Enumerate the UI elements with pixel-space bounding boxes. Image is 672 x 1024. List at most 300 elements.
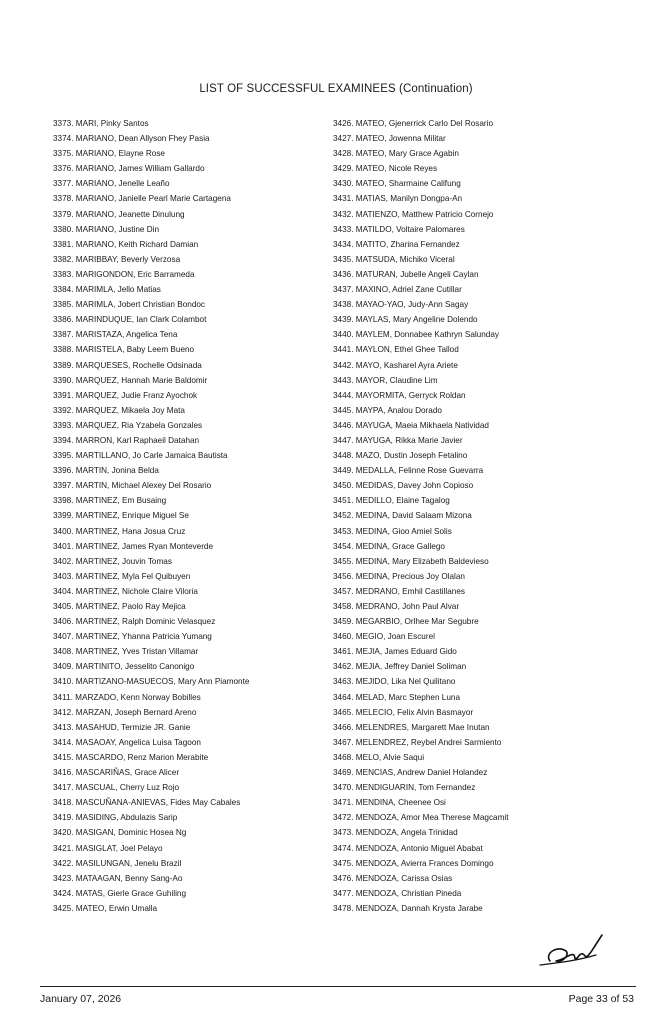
examinee-number: 3433. (333, 224, 354, 234)
examinee-number: 3400. (53, 526, 74, 536)
examinee-list-item (53, 599, 323, 614)
examinee-list-item (53, 176, 323, 191)
examinee-number: 3478. (333, 903, 354, 913)
examinee-list-item (53, 237, 323, 252)
examinee-number: 3432. (333, 209, 354, 219)
examinee-number: 3471. (333, 798, 354, 808)
examinee-name: MATIAS, Manilyn Dongpa-An (355, 194, 463, 204)
examinee-name: MARQUESES, Rochelle Odsinada (75, 360, 202, 370)
examinee-list-item (333, 327, 633, 342)
examinee-list-item (333, 780, 633, 795)
examinee-number: 3430. (333, 179, 354, 189)
examinee-list-item (333, 493, 633, 508)
examinee-list-item (333, 841, 633, 856)
examinee-list-item (333, 539, 633, 554)
footer-page-number: Page 33 of 53 (568, 993, 634, 1005)
examinee-name: MASIGLAT, Joel Pelayo (75, 843, 163, 853)
examinee-list-item (333, 161, 633, 176)
examinee-name: MARISTELA, Baby Leem Bueno (75, 345, 195, 355)
examinee-name: MARIANO, Keith Richard Damian (75, 239, 199, 249)
examinee-name: MENDOZA, Avierra Frances Domingo (355, 858, 494, 868)
examinee-list-left (53, 116, 323, 916)
examinee-list-item (333, 358, 633, 373)
examinee-number: 3375. (53, 149, 74, 159)
examinee-list-item (333, 569, 633, 584)
examinee-name: MARTINEZ, Enrique Miguel Se (75, 511, 189, 521)
examinee-list-item (53, 886, 323, 901)
examinee-number: 3474. (333, 843, 354, 853)
examinee-name: MARQUEZ, Judie Franz Ayochok (75, 390, 198, 400)
examinee-number: 3421. (53, 843, 74, 853)
examinee-name: MARTINEZ, Myla Fel Quibuyen (75, 571, 191, 581)
examinee-number: 3391. (53, 390, 74, 400)
examinee-list-item (333, 267, 633, 282)
examinee-number: 3468. (333, 752, 354, 762)
examinee-list-item (333, 584, 633, 599)
examinee-name: MATAAGAN, Benny Sang-Ao (75, 873, 183, 883)
examinee-number: 3445. (333, 405, 354, 415)
examinee-number: 3434. (333, 239, 354, 249)
examinee-list-item (53, 705, 323, 720)
examinee-list-item (53, 901, 323, 916)
examinee-number: 3393. (53, 420, 74, 430)
examinee-list-item (333, 191, 633, 206)
examinee-name: MARIMLA, Jello Matias (75, 285, 161, 295)
examinee-list-item (333, 524, 633, 539)
examinee-number: 3458. (333, 602, 354, 611)
examinee-number: 3417. (53, 783, 74, 793)
examinee-list-item (53, 403, 323, 418)
examinee-name: MEDILLO, Elaine Tagalog (355, 496, 450, 506)
examinee-name: MELAD, Marc Stephen Luna (355, 692, 460, 702)
examinee-name: MAYOR, Claudine Lim (355, 375, 438, 385)
examinee-name: MAZO, Dustin Joseph Fetalino (355, 451, 468, 461)
examinee-number: 3387. (53, 330, 74, 340)
examinee-list-item (53, 554, 323, 569)
examinee-list-item (333, 720, 633, 735)
examinee-number: 3395. (53, 451, 74, 461)
examinee-list-item (53, 690, 323, 705)
examinee-list-item (333, 222, 633, 237)
examinee-name: MENDOZA, Antonio Miguel Ababat (355, 843, 483, 853)
examinee-number: 3436. (333, 269, 354, 279)
examinee-list-item (333, 418, 633, 433)
examinee-number: 3447. (333, 435, 354, 445)
examinee-list-item (53, 252, 323, 267)
examinee-number: 3397. (53, 481, 74, 491)
examinee-list-item (333, 795, 633, 810)
examinee-list-item (53, 282, 323, 297)
examinee-name: MAYLEM, Donnabee Kathryn Salunday (355, 330, 499, 340)
examinee-number: 3470. (333, 783, 354, 793)
examinee-number: 3401. (53, 541, 74, 551)
examinee-list-item (53, 735, 323, 750)
examinee-name: MELENDREZ, Reybel Andrei Sarmiento (355, 737, 502, 747)
examinee-name: MARZAN, Joseph Bernard Areno (75, 707, 197, 717)
examinee-name: MARIANO, Elayne Rose (75, 149, 165, 159)
examinee-name: MARIGONDON, Eric Barrameda (75, 269, 195, 279)
examinee-number: 3441. (333, 345, 354, 355)
examinee-list-item (53, 433, 323, 448)
examinee-list-right (333, 116, 633, 916)
examinee-list-item (53, 358, 323, 373)
examinee-name: MARRON, Karl Raphaeil Datahan (75, 435, 200, 445)
examinee-name: MATAS, Gierle Grace Guhiling (75, 888, 187, 898)
examinee-name: MARTINEZ, Nichole Claire Viloria (75, 586, 198, 596)
examinee-number: 3452. (333, 511, 354, 521)
examinee-list-item (333, 644, 633, 659)
examinee-list-item (53, 825, 323, 840)
examinee-list-item (333, 312, 633, 327)
examinee-number: 3407. (53, 632, 74, 642)
examinee-name: MASCUÑANA-ANIEVAS, Fides May Cabales (75, 798, 241, 808)
examinee-name: MARIBBAY, Beverly Verzosa (75, 254, 181, 264)
examinee-list-item (53, 659, 323, 674)
examinee-list-item (53, 493, 323, 508)
examinee-name: MARTINEZ, James Ryan Monteverde (75, 541, 214, 551)
examinee-name: MEDINA, Mary Elizabeth Baldevieso (355, 556, 489, 566)
examinee-name: MEGARBIO, Orlhee Mar Segubre (355, 617, 479, 627)
examinee-list-item (53, 373, 323, 388)
examinee-list-item (333, 871, 633, 886)
examinee-list-item (53, 539, 323, 554)
examinee-list-item (53, 856, 323, 871)
examinee-name: MARIANO, James William Gallardo (75, 164, 205, 174)
examinee-number: 3373. (53, 119, 74, 128)
examinee-list-item (333, 825, 633, 840)
examinee-number: 3403. (53, 571, 74, 581)
examinee-list-item (333, 674, 633, 689)
examinee-name: MASCARDO, Renz Marion Merabite (75, 752, 209, 762)
examinee-list-item (333, 659, 633, 674)
examinee-list-item (53, 297, 323, 312)
examinee-number: 3423. (53, 873, 74, 883)
examinee-name: MATEO, Mary Grace Agabin (355, 149, 459, 159)
examinee-number: 3394. (53, 435, 74, 445)
examinee-number: 3384. (53, 285, 74, 295)
examinee-number: 3376. (53, 164, 74, 174)
examinee-name: MARTIN, Michael Alexey Del Rosario (75, 481, 212, 491)
examinee-list-item (333, 448, 633, 463)
examinee-number: 3413. (53, 722, 74, 732)
examinee-list-item (53, 569, 323, 584)
examinee-number: 3399. (53, 511, 74, 521)
examinee-list-item (53, 720, 323, 735)
examinee-list-item (333, 463, 633, 478)
examinee-list-item (53, 342, 323, 357)
examinee-number: 3451. (333, 496, 354, 506)
examinee-number: 3460. (333, 632, 354, 642)
examinee-list-item (333, 131, 633, 146)
examinee-number: 3396. (53, 466, 74, 476)
examinee-name: MATEO, Gjenerrick Carlo Del Rosario (355, 119, 494, 128)
examinee-name: MASCUAL, Cherry Luz Rojo (75, 783, 180, 793)
examinee-list-item (333, 433, 633, 448)
examinee-number: 3382. (53, 254, 74, 264)
examinee-name: MATURAN, Jubelle Angeli Caylan (355, 269, 479, 279)
examinee-number: 3454. (333, 541, 354, 551)
examinee-number: 3374. (53, 134, 74, 144)
examinee-number: 3455. (333, 556, 354, 566)
examinee-name: MEJIA, Jeffrey Daniel Soliman (355, 662, 467, 672)
examinee-number: 3422. (53, 858, 74, 868)
examinee-list-item (333, 810, 633, 825)
examinee-list-item (333, 599, 633, 614)
examinee-name: MATEO, Erwin Umalla (75, 903, 158, 913)
examinee-number: 3378. (53, 194, 74, 204)
examinee-number: 3383. (53, 269, 74, 279)
examinee-name: MAYLAS, Mary Angeline Dolendo (355, 315, 478, 325)
examinee-number: 3435. (333, 254, 354, 264)
examinee-number: 3438. (333, 300, 354, 310)
examinee-name: MARIANO, Jeanette Dinulung (75, 209, 185, 219)
examinee-number: 3427. (333, 134, 354, 144)
examinee-name: MARISTAZA, Angelica Tena (75, 330, 178, 340)
examinee-number: 3402. (53, 556, 74, 566)
examinee-name: MARIMLA, Jobert Christian Bondoc (75, 300, 206, 310)
examinee-number: 3449. (333, 466, 354, 476)
examinee-number: 3429. (333, 164, 354, 174)
examinee-number: 3385. (53, 300, 74, 310)
examinee-number: 3453. (333, 526, 354, 536)
examinee-list-item (53, 116, 323, 131)
examinee-number: 3409. (53, 662, 74, 672)
examinee-list-item (53, 871, 323, 886)
examinee-number: 3414. (53, 737, 74, 747)
examinee-name: MELENDRES, Margarett Mae Inutan (355, 722, 490, 732)
examinee-name: MARINDUQUE, Ian Clark Colambot (75, 315, 207, 325)
examinee-name: MARQUEZ, Ria Yzabela Gonzales (75, 420, 203, 430)
examinee-number: 3456. (333, 571, 354, 581)
examinee-name: MARTINEZ, Em Busaing (75, 496, 167, 506)
examinee-name: MARTINEZ, Jouvin Tomas (75, 556, 172, 566)
examinee-number: 3467. (333, 737, 354, 747)
examinee-number: 3472. (333, 813, 354, 823)
examinee-name: MEJIDO, Lika Nel Quilitano (355, 677, 456, 687)
examinee-list-item (333, 297, 633, 312)
examinee-list-item (333, 765, 633, 780)
examinee-number: 3465. (333, 707, 354, 717)
examinee-number: 3464. (333, 692, 354, 702)
examinee-name: MEDALLA, Felinne Rose Guevarra (355, 466, 484, 476)
examinee-number: 3440. (333, 330, 354, 340)
examinee-name: MARTIN, Jonina Belda (75, 466, 159, 476)
examinee-name: MENCIAS, Andrew Daniel Holandez (355, 768, 488, 778)
examinee-list-item (53, 131, 323, 146)
examinee-name: MEDINA, Grace Gallego (355, 541, 445, 551)
examinee-name: MELO, Alvie Saqui (355, 752, 425, 762)
examinee-list-item (53, 478, 323, 493)
examinee-name: MARIANO, Jenelle Leaño (75, 179, 170, 189)
examinee-list-item (53, 780, 323, 795)
examinee-list-item (53, 765, 323, 780)
examinee-list-item (333, 237, 633, 252)
examinee-number: 3431. (333, 194, 354, 204)
examinee-list-item (333, 176, 633, 191)
examinee-number: 3442. (333, 360, 354, 370)
examinee-list-item (53, 584, 323, 599)
examinee-number: 3428. (333, 149, 354, 159)
examinee-list-item (53, 327, 323, 342)
examinee-number: 3446. (333, 420, 354, 430)
examinee-name: MASILUNGAN, Jenelu Brazil (75, 858, 182, 868)
examinee-name: MATEO, Sharmaine Califung (355, 179, 461, 189)
examinee-number: 3406. (53, 617, 74, 627)
examinee-list-item (333, 373, 633, 388)
examinee-name: MAYUGA, Maeia Mikhaela Natividad (355, 420, 489, 430)
examinee-number: 3426. (333, 119, 354, 128)
footer-divider (40, 986, 636, 987)
examinee-name: MEDINA, Precious Joy Olalan (355, 571, 465, 581)
examinee-number: 3473. (333, 828, 354, 838)
examinee-name: MEDRANO, John Paul Alvar (355, 602, 460, 611)
examinee-list-item (333, 614, 633, 629)
examinee-list-item (53, 267, 323, 282)
examinee-name: MENDOZA, Amor Mea Therese Magcamit (355, 813, 509, 823)
examinee-name: MARQUEZ, Hannah Marie Baldomir (75, 375, 208, 385)
examinee-name: MAYPA, Analou Dorado (355, 405, 442, 415)
examinee-number: 3388. (53, 345, 74, 355)
examinee-number: 3424. (53, 888, 74, 898)
examinee-number: 3412. (53, 707, 74, 717)
examinee-name: MARTINEZ, Yves Tristan Villamar (75, 647, 199, 657)
examinee-number: 3450. (333, 481, 354, 491)
examinee-name: MARTINEZ, Yhanna Patricia Yumang (75, 632, 212, 642)
examinee-list-item (53, 448, 323, 463)
examinee-list-item (53, 191, 323, 206)
examinee-number: 3380. (53, 224, 74, 234)
examinee-list-item (53, 629, 323, 644)
examinee-name: MASAOAY, Angelica Luisa Tagoon (75, 737, 201, 747)
examinee-number: 3381. (53, 239, 74, 249)
examinee-list-item (53, 810, 323, 825)
examinee-number: 3404. (53, 586, 74, 596)
examinee-number: 3439. (333, 315, 354, 325)
examinee-name: MENDOZA, Carissa Osias (355, 873, 453, 883)
examinee-list-item (333, 282, 633, 297)
examinee-list-item (53, 614, 323, 629)
examinee-number: 3443. (333, 375, 354, 385)
examinee-name: MASCARIÑAS, Grace Alicer (75, 768, 180, 778)
examinee-name: MATIENZO, Matthew Patricio Cornejo (355, 209, 494, 219)
examinee-list-item (53, 207, 323, 222)
examinee-number: 3477. (333, 888, 354, 898)
examinee-list-item (333, 629, 633, 644)
examinee-list-item (333, 886, 633, 901)
examinee-list-item (333, 207, 633, 222)
examinee-list-item (53, 463, 323, 478)
footer-date: January 07, 2026 (40, 993, 122, 1005)
examinee-list-item (333, 856, 633, 871)
examinee-number: 3420. (53, 828, 74, 838)
examinee-list-item (333, 116, 633, 131)
examinee-number: 3475. (333, 858, 354, 868)
examinee-name: MARIANO, Dean Allyson Fhey Pasia (75, 134, 210, 144)
examinee-name: MARTINEZ, Paolo Ray Mejica (75, 602, 186, 611)
examinee-list-item (333, 508, 633, 523)
page-title: LIST OF SUCCESSFUL EXAMINEES (Continuation) (199, 83, 473, 95)
examinee-number: 3459. (333, 617, 354, 627)
examinee-list-item (53, 312, 323, 327)
examinee-number: 3398. (53, 496, 74, 506)
examinee-name: MATEO, Jowenna Militar (355, 134, 446, 144)
examinee-list-item (53, 524, 323, 539)
examinee-list-item (333, 735, 633, 750)
examinee-number: 3419. (53, 813, 74, 823)
examinee-number: 3476. (333, 873, 354, 883)
examinee-number: 3461. (333, 647, 354, 657)
examinee-list-item (53, 644, 323, 659)
examinee-name: MASAHUD, Termizie JR. Ganie (75, 722, 191, 732)
examinee-name: MASIGAN, Dominic Hosea Ng (75, 828, 187, 838)
examinee-list-item (333, 554, 633, 569)
examinee-list-item (333, 750, 633, 765)
examinee-name: MARQUEZ, Mikaela Joy Mata (75, 405, 185, 415)
examinee-list-item (333, 146, 633, 161)
examinee-list-item (53, 418, 323, 433)
examinee-name: MARTINITO, Jesselito Canonigo (75, 662, 195, 672)
examinee-number: 3411. (53, 692, 73, 702)
examinee-number: 3469. (333, 768, 354, 778)
examinee-name: MENDINA, Cheenee Osi (355, 798, 446, 808)
examinee-list-item (333, 901, 633, 916)
examinee-name: MEGIO, Joan Escurel (355, 632, 435, 642)
examinee-name: MAYAO-YAO, Judy-Ann Sagay (355, 300, 469, 310)
examinee-list-item (333, 342, 633, 357)
examinee-name: MATITO, Zharina Fernandez (355, 239, 460, 249)
examinee-name: MARIANO, Janielle Pearl Marie Cartagena (75, 194, 231, 204)
examinee-name: MEDIDAS, Davey John Copioso (355, 481, 474, 491)
examinee-number: 3444. (333, 390, 354, 400)
examinee-list-item (333, 690, 633, 705)
examinee-number: 3392. (53, 405, 74, 415)
examinee-number: 3448. (333, 451, 354, 461)
examinee-list-item (333, 252, 633, 267)
examinee-list-item (333, 478, 633, 493)
examinee-number: 3466. (333, 722, 354, 732)
examinee-list-item (53, 750, 323, 765)
examinee-name: MATILDO, Voltaire Palomares (355, 224, 465, 234)
examinee-name: MAYORMITA, Gerryck Roldan (355, 390, 466, 400)
examinee-name: MAYO, Kasharel Ayra Ariete (355, 360, 458, 370)
examinee-name: MARZADO, Kenn Norway Bobilles (75, 692, 201, 702)
examinee-list-item (53, 508, 323, 523)
examinee-name: MATEO, Nicole Reyes (355, 164, 438, 174)
examinee-name: MAYLON, Ethel Ghee Tallod (355, 345, 459, 355)
examinee-name: MEDINA, David Salaam Mizona (355, 511, 472, 521)
examinee-list-item (53, 674, 323, 689)
examinee-name: MARTIZANO-MASUECOS, Mary Ann Piamonte (75, 677, 250, 687)
examinee-number: 3379. (53, 209, 74, 219)
examinee-number: 3457. (333, 586, 354, 596)
examinee-name: MEDINA, Gioo Amiel Solis (355, 526, 452, 536)
examinee-list-item (53, 795, 323, 810)
examinee-number: 3408. (53, 647, 74, 657)
examinee-number: 3386. (53, 315, 74, 325)
examinee-list-item (53, 146, 323, 161)
examinee-name: MENDOZA, Angela Trinidad (355, 828, 458, 838)
examinee-number: 3405. (53, 602, 74, 611)
examinee-number: 3418. (53, 798, 74, 808)
examinee-name: MELECIO, Felix Alvin Basmayor (355, 707, 474, 717)
examinee-number: 3415. (53, 752, 74, 762)
examinee-name: MARTILLANO, Jo Carle Jamaica Bautista (75, 451, 228, 461)
examinee-list-item (333, 403, 633, 418)
examinee-name: MATSUDA, Michiko Viceral (355, 254, 455, 264)
examinee-number: 3410. (53, 677, 74, 687)
examinee-name: MARIANO, Justine Din (75, 224, 160, 234)
examinee-number: 3463. (333, 677, 354, 687)
